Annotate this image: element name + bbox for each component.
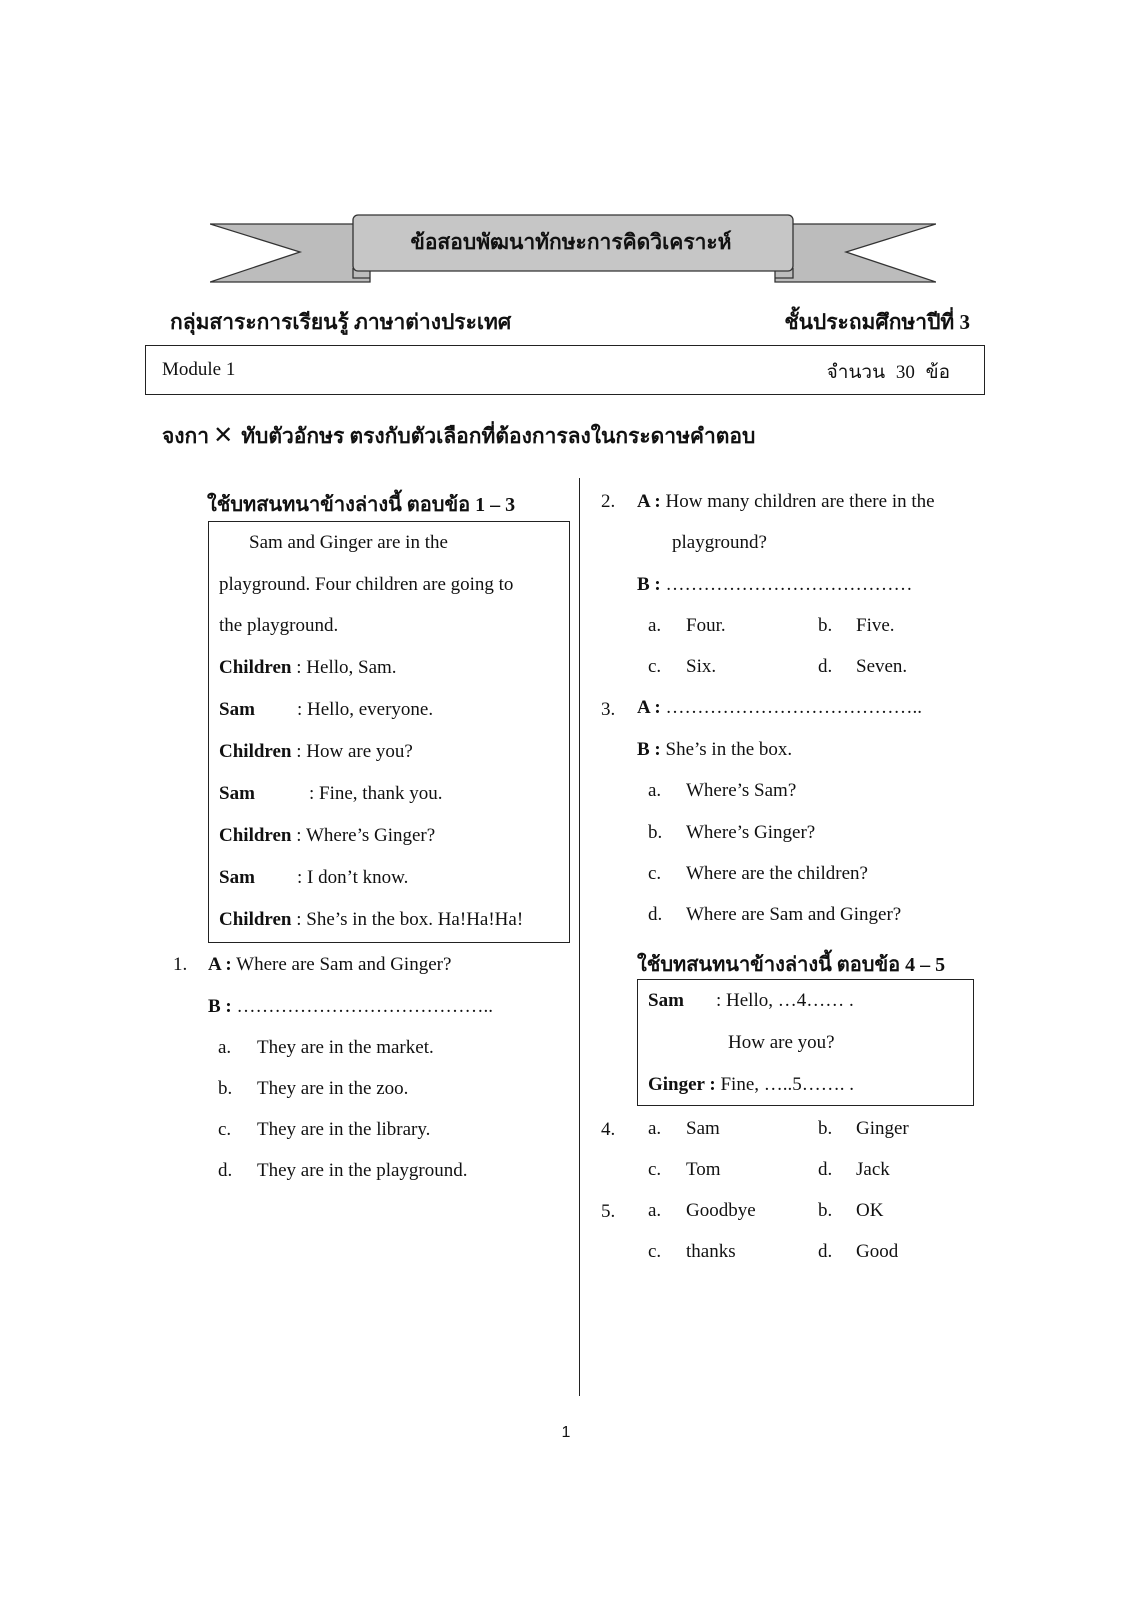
separator: : xyxy=(309,783,320,804)
option-letter: a. xyxy=(648,780,662,801)
speaker: Sam xyxy=(219,699,255,720)
utterance: Fine, …..5……. . xyxy=(720,1074,855,1095)
question-response xyxy=(208,996,493,1018)
question-number: 1. xyxy=(173,954,188,975)
option-text: Jack xyxy=(856,1159,890,1180)
option-letter: d. xyxy=(818,656,833,677)
a-text: How many children are there in the xyxy=(665,491,935,512)
option-letter: b. xyxy=(818,1200,833,1221)
utterance: I don’t know. xyxy=(307,867,409,888)
question-number: 4. xyxy=(601,1119,616,1140)
page-number: 1 xyxy=(561,1424,571,1441)
dialogue-line xyxy=(648,1074,854,1096)
a-text: ………………………………….. xyxy=(665,697,922,718)
passage-line: playground. Four children are going to xyxy=(219,574,514,595)
question-number: 2. xyxy=(601,491,616,512)
separator: : xyxy=(291,741,307,762)
speaker: Children xyxy=(219,657,292,678)
separator: : xyxy=(291,909,307,930)
option-letter: a. xyxy=(218,1037,232,1058)
module-name: Module 1 xyxy=(162,359,236,380)
utterance: Hello, everyone. xyxy=(307,699,434,720)
question-prompt xyxy=(637,491,935,513)
utterance: : Hello, …4…… . xyxy=(716,990,854,1011)
speaker: Sam xyxy=(219,867,255,888)
option-letter: c. xyxy=(648,1241,662,1262)
dialogue-line xyxy=(648,990,854,1012)
a-label: A : xyxy=(637,697,661,718)
question-response xyxy=(637,739,792,761)
option-text: Four. xyxy=(686,615,726,636)
option-text: Seven. xyxy=(856,656,908,677)
option-text: Good xyxy=(856,1241,899,1262)
grade-level: ชั้นประถมศึกษาปีที่ 3 xyxy=(784,310,970,334)
utterance: She’s in the box. Ha!Ha!Ha! xyxy=(306,909,524,930)
b-label: B : xyxy=(637,739,661,760)
instruction xyxy=(162,420,755,453)
b-label: B : xyxy=(637,574,661,595)
option-letter: b. xyxy=(218,1078,233,1099)
option-text: Ginger xyxy=(856,1118,909,1139)
option-letter: d. xyxy=(818,1241,833,1262)
cross-mark-icon: ✕ xyxy=(213,421,234,449)
b-text: ………………………………… xyxy=(665,574,913,595)
dialogue-box xyxy=(637,979,974,1106)
question-prompt xyxy=(208,954,451,976)
option-letter: b. xyxy=(648,822,663,843)
question-response xyxy=(637,574,913,596)
question-count: จำนวน 30 ข้อ xyxy=(826,362,950,383)
b-text: She’s in the box. xyxy=(665,739,793,760)
dialogue-line xyxy=(219,657,397,679)
utterance: How are you? xyxy=(306,741,413,762)
option-text: Six. xyxy=(686,656,717,677)
option-letter: d. xyxy=(818,1159,833,1180)
separator: : xyxy=(297,867,308,888)
subject-group: กลุ่มสาระการเรียนรู้ ภาษาต่างประเทศ xyxy=(170,310,512,334)
option-letter: a. xyxy=(648,615,662,636)
a-text: Where are Sam and Ginger? xyxy=(236,954,452,975)
option-text: Goodbye xyxy=(686,1200,756,1221)
speaker: Sam xyxy=(648,990,684,1011)
option-text: thanks xyxy=(686,1241,736,1262)
passage-box xyxy=(208,521,570,943)
option-text: They are in the playground. xyxy=(257,1160,468,1181)
option-letter: b. xyxy=(818,615,833,636)
right-heading: ใช้บทสนทนาข้างล่างนี้ ตอบข้อ 4 – 5 xyxy=(637,954,946,976)
dialogue-line xyxy=(219,825,435,847)
separator: : xyxy=(297,699,308,720)
option-text: Where’s Sam? xyxy=(686,780,797,801)
question-number: 3. xyxy=(601,699,616,720)
option-letter: c. xyxy=(648,1159,662,1180)
option-text: Five. xyxy=(856,615,895,636)
option-text: They are in the library. xyxy=(257,1119,431,1140)
instruction-before: จงกา xyxy=(162,424,210,448)
module-box xyxy=(145,345,985,395)
passage-line: Sam and Ginger are in the xyxy=(249,532,448,553)
option-letter: b. xyxy=(818,1118,833,1139)
option-text: Where are the children? xyxy=(686,863,868,884)
speaker: Sam xyxy=(219,783,255,804)
column-divider xyxy=(579,478,580,1396)
speaker: Children xyxy=(219,909,292,930)
option-text: Where are Sam and Ginger? xyxy=(686,904,902,925)
option-letter: c. xyxy=(648,656,662,677)
utterance: Hello, Sam. xyxy=(306,657,397,678)
option-text: Tom xyxy=(686,1159,721,1180)
dialogue-line xyxy=(219,699,433,721)
option-letter: a. xyxy=(648,1118,662,1139)
separator: : xyxy=(291,825,306,846)
option-letter: d. xyxy=(648,904,663,925)
option-text: Sam xyxy=(686,1118,720,1139)
instruction-after: ทับตัวอักษร ตรงกับตัวเลือกที่ต้องการลงในกระดาษคำตอบ xyxy=(241,424,756,448)
utterance: Fine, thank you. xyxy=(319,783,443,804)
dialogue-line xyxy=(219,867,408,889)
dialogue-line xyxy=(219,909,523,931)
option-text: Where’s Ginger? xyxy=(686,822,816,843)
option-letter: c. xyxy=(218,1119,232,1140)
speaker: Children xyxy=(219,825,292,846)
b-text: ………………………………….. xyxy=(236,996,493,1017)
option-text: They are in the market. xyxy=(257,1037,434,1058)
b-label: B : xyxy=(208,996,232,1017)
dialogue-line: How are you? xyxy=(728,1032,835,1053)
question-prompt-cont: playground? xyxy=(672,532,767,553)
utterance: Where’s Ginger? xyxy=(305,825,436,846)
question-prompt xyxy=(637,697,922,719)
speaker: Children xyxy=(219,741,292,762)
option-letter: d. xyxy=(218,1160,233,1181)
option-text: OK xyxy=(856,1200,884,1221)
a-label: A : xyxy=(208,954,232,975)
separator: : xyxy=(291,657,307,678)
option-letter: c. xyxy=(648,863,662,884)
a-label: A : xyxy=(637,491,661,512)
banner-title: ข้อสอบพัฒนาทักษะการคิดวิเคราะห์ xyxy=(410,230,732,254)
question-number: 5. xyxy=(601,1201,616,1222)
dialogue-line xyxy=(219,741,413,763)
option-text: They are in the zoo. xyxy=(257,1078,409,1099)
speaker: Ginger : xyxy=(648,1074,716,1095)
option-letter: a. xyxy=(648,1200,662,1221)
dialogue-line xyxy=(219,783,443,805)
passage-line: the playground. xyxy=(219,615,339,636)
left-heading: ใช้บทสนทนาข้างล่างนี้ ตอบข้อ 1 – 3 xyxy=(207,494,516,516)
